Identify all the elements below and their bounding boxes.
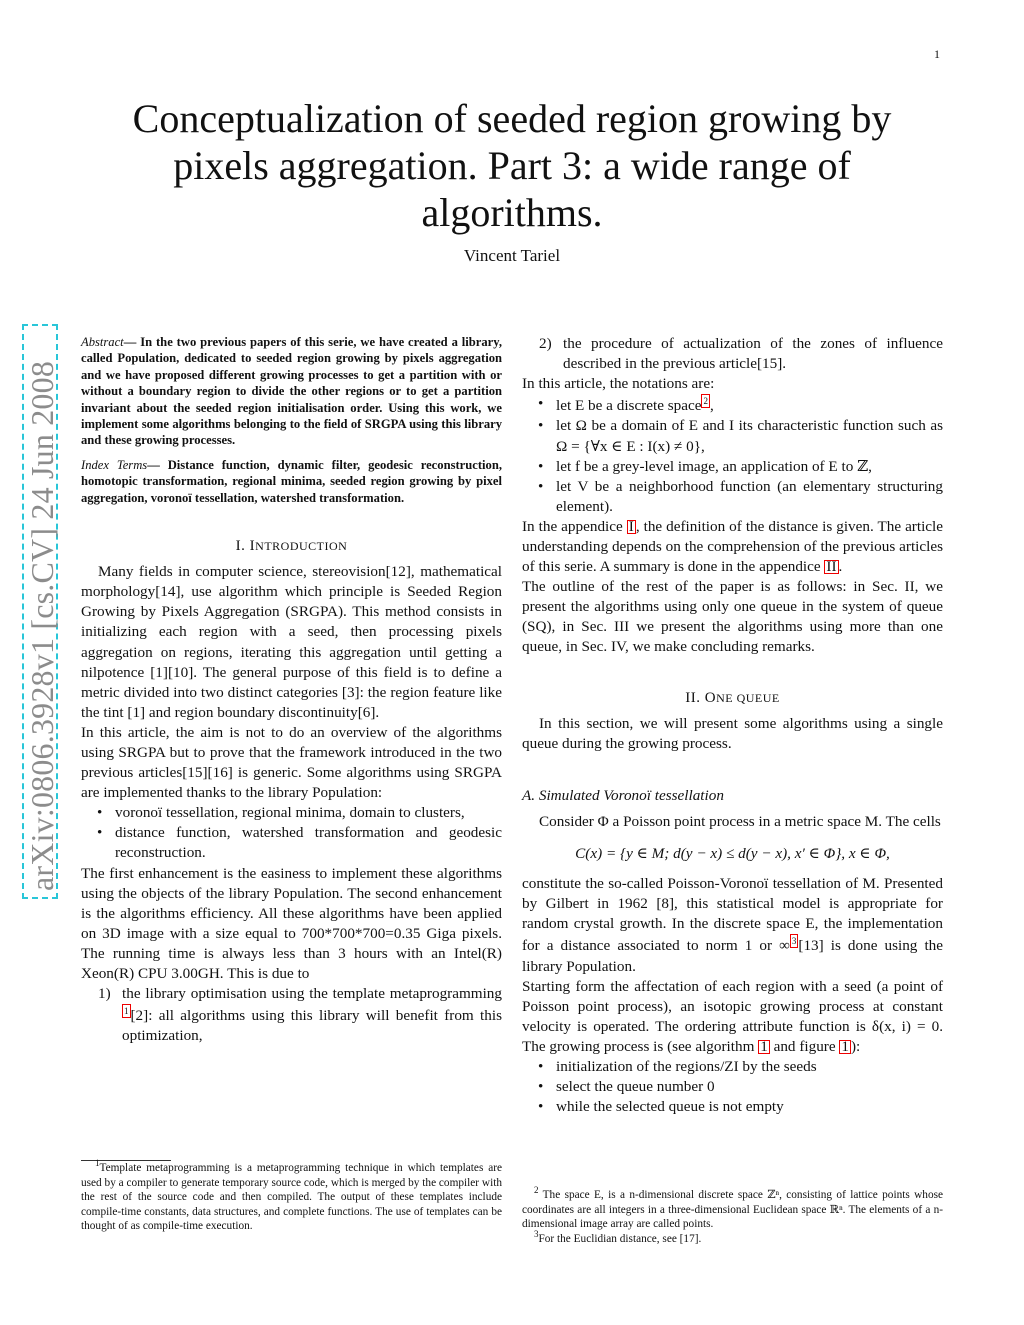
footnote-2: $^2$ The space E, is a n-dimensional discrete space ℤⁿ, consisting of lattice points whose coordinates are all integers in a three-dimensional Euclidean space ℝⁿ. The elements of a n-dimensional image array are called points. [522,1185,943,1231]
list-item: • let Ω be a domain of E and I its characteristic function such as Ω = {∀x ∈ E : I(x) ≠ 0}, [522,416,943,456]
list-item: • let V be a neighborhood function (an elementary structuring element). [522,477,943,517]
right-column [522,334,943,1117]
notations-list [522,394,943,517]
index-terms-label: Index Terms [81,457,148,472]
intro-bullet-list [81,803,502,863]
figure-link[interactable]: 1 [841,1037,849,1055]
intro-paragraph-2: In this article, the aim is not to do an overview of the algorithms using SRGPA but to prove that the framework introduced in the two previous articles[15][16] is generic. Some algorithms using SRGPA are implemented thanks to the library Population: [81,723,502,802]
list-item: 1) the library optimisation using the template metaprogramming$^1$ [2]: all algorithms using this library will benefit from this optimization, [98,985,502,1045]
list-item: • let f be a grey-level image, an application of E to ℤ, [522,457,943,477]
growing-process-list [522,1057,943,1117]
voronoi-paragraph-1: Consider Φ a Poisson point process in a metric space M. The cells [539,812,941,830]
abstract-label: Abstract [81,335,124,349]
intro-numbered-list-cont [522,334,943,374]
page-number: 1 [934,47,940,61]
list-item: • let E be a discrete space $^2$ , [522,394,943,416]
intro-paragraph-3: The first enhancement is the easiness to implement these algorithms using the objects of the library Population. The second enhancement is the algorithms efficiency. All these algorithms have been applied on 3D image with a size equal to 700*700*700=0.35 Giga pixels. The running time is always less than 3 hours with an Intel(R) Xeon(R) CPU 3.00GH. This is due to [81,864,502,983]
author-name: Vincent Tariel [463,246,561,265]
appendix-link[interactable]: I [628,517,634,535]
left-column [81,334,502,1046]
intro-numbered-list [81,984,502,1046]
abstract: Abstract— In the two previous papers of this serie, we have created a library, called Population, dedicated to seeded region growing by pixels aggregation and we have proposed different growing processes to get a partition with or without a boundary region to divide the other regions or to get a partition invariant about the seeded region initialisation order. Using this work, we implement some algorithms belonging to the field of SRGPA using this library and these growing processes. [81,335,503,448]
list-item: • while the selected queue is not empty [522,1097,943,1117]
outline-paragraph: The outline of the rest of the paper is as follows: in Sec. II, we present the algorithms using only one queue in the system of queue (SQ), in Sec. III we present the algorithms using more than one queue, in Sec. IV, we make concluding remarks. [522,578,943,656]
one-queue-intro: In this section, we will present some algorithms using a single queue during the growing process. [522,714,943,752]
index-terms-text: Distance function, dynamic filter, geodesic reconstruction, homotopic transformation, regional minima, seeded region growing by pixel aggregation, voronoï tessellation, watershed transformation. [81,457,502,505]
abstract-text: In the two previous papers of this serie, we have created a library, called Population, dedicated to seeded region growing by pixels aggregation and we have proposed different growing processes to get a partition with or without a boundary region to divide the other regions or to get a partition invariant about the seeded region initialisation order. Using this work, we implement some algorithms belonging to the field of SRGPA using this library and these growing processes. [81,335,503,448]
section-heading-introduction: I. INTRODUCTION [235,538,348,555]
notations-intro: In this article, the notations are: [522,375,715,393]
subsection-heading: A. Simulated Voronoï tessellation [522,786,724,804]
appendix-paragraph: In the appendice I , the definition of the distance is given. The article understanding depends on the comprehension of the previous articles of this serie. A summary is done in the appendice II . [522,517,944,576]
appendix-link[interactable]: II [826,558,837,576]
footnote-3: $^3$For the Euclidian distance, see [17]. [534,1229,702,1245]
list-item: • initialization of the regions/ZI by the seeds [522,1057,943,1077]
section-heading-one-queue: II. ONE QUEUE [685,689,780,706]
voronoi-paragraph-2: constitute the so-called Poisson-Voronoï tessellation of M. Presented by Gilbert in 1962 [8], this statistical model is appropriate for random crystal growth. In the discrete space E, the implementation for a distance associated to norm 1 or ∞ $^3$ [13] is done using the library Population. [522,875,943,975]
footnote-link[interactable]: 1 [124,1006,129,1017]
list-item: • distance function, watershed transformation and geodesic reconstruction. [81,823,502,863]
list-item: 2) the procedure of actualization of the zones of influence described in the previous article[15]. [539,335,943,373]
footnote-link[interactable]: 3 [791,936,797,947]
footnote-area-left [81,1160,502,1234]
index-terms: Index Terms— Distance function, dynamic filter, geodesic reconstruction, homotopic transformation, regional minima, seeded region growing by pixel aggregation, voronoï tessellation, watershed transformation. [81,457,502,505]
equation: C(x) = {y ∈ M; d(y − x) ≤ d(y − x), x′ ∈ Φ}, x ∈ Φ, [575,845,890,863]
footnote-link[interactable]: 2 [703,396,708,407]
list-item: • select the queue number 0 [522,1077,943,1097]
footnote-area-right [522,1185,943,1246]
footnote-1: $^1$Template metaprogramming is a metaprogramming technique in which templates are used by a compiler to generate temporary source code, which is merged by the compiler with the rest of the source code and then compiled. The output of these templates include compile-time constants, data structures, and complete functions. The use of templates can be thought of as compile-time execution. [81,1158,502,1233]
arxiv-stamp: arXiv:0806.3928v1 [cs.CV] 24 Jun 2008 [22,324,58,899]
algorithm-link[interactable]: 1 [760,1037,768,1055]
paper-title: Conceptualization of seeded region growing by pixels aggregation. Part 3: a wide range of algorithms. [132,96,892,235]
list-item: • voronoï tessellation, regional minima, domain to clusters, [81,803,502,823]
voronoi-paragraph-3: Starting form the affectation of each region with a seed (a point of Poisson point process), an isotopic growing process at constant velocity is operated. The ordering attribute function is δ(x, i) = 0. The growing process is (see algorithm 1 and figure 1 ): [522,977,943,1055]
intro-paragraph-1: Many fields in computer science, stereovision[12], mathematical morphology[14], use algorithm which principle is Seeded Region Growing by Pixels Aggregation (SRGPA). This method consists in initializing each region with a seed, then processing pixels aggregation on regions, iterating this aggregation until getting a nilpotence [1][10]. The general purpose of this field is to define a metric divided into two distinct categories [3]: the region feature like the tint [1] and region boundary discontinuity[6]. [81,563,502,721]
